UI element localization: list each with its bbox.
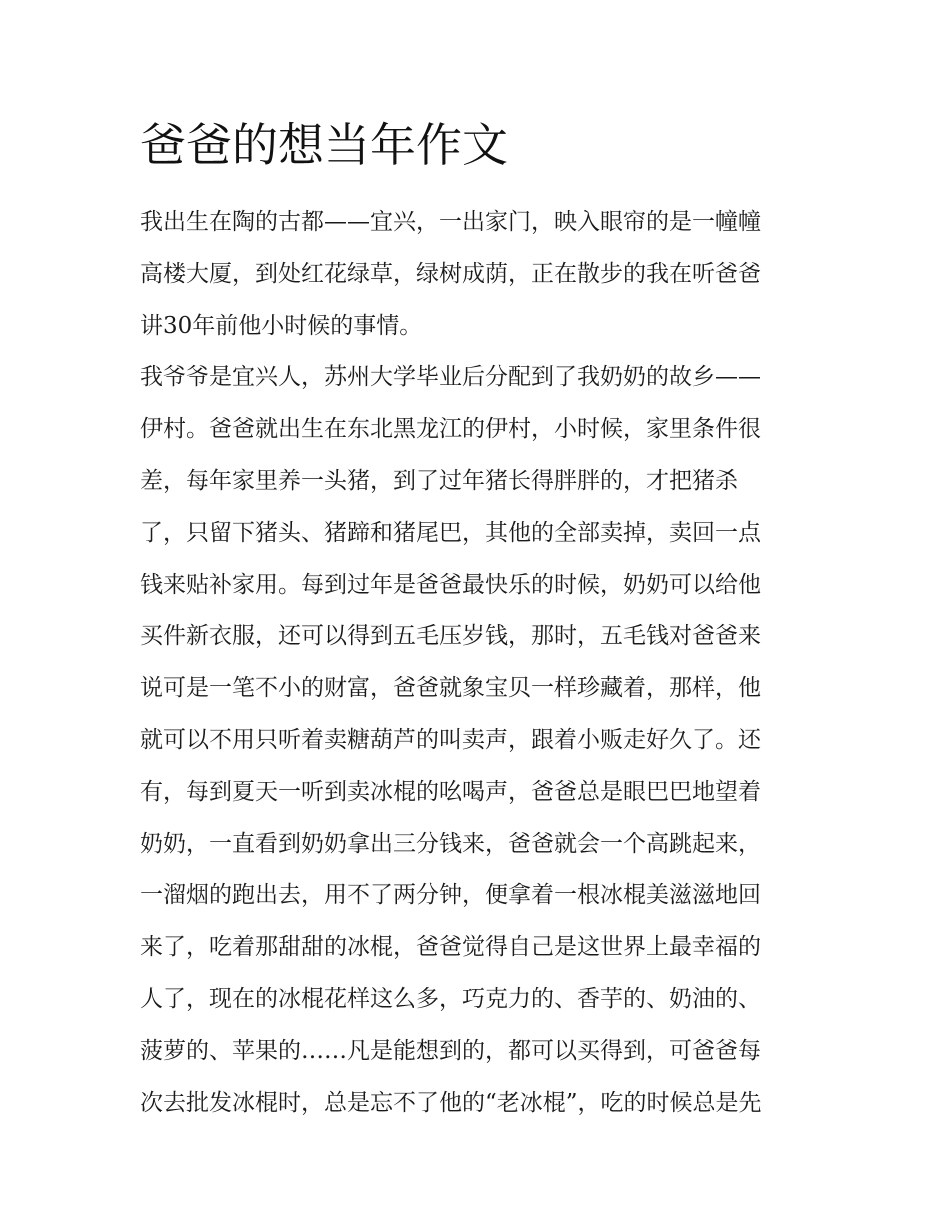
text-line: 有，每到夏天一听到卖冰棍的吆喝声，爸爸总是眼巴巴地望着 [140, 778, 761, 805]
document-title: 爸爸的想当年作文 [140, 118, 508, 172]
text-line: 我出生在陶的古都——宜兴，一出家门，映入眼帘的是一幢幢 [140, 209, 761, 235]
text-line: 一溜烟的跑出去，用不了两分钟，便拿着一根冰棍美滋滋地回 [140, 882, 761, 909]
text-line: 高楼大厦，到处红花绿草，绿树成荫，正在散步的我在听爸爸 [140, 260, 761, 287]
text-line: 菠萝的、苹果的……凡是能想到的，都可以买得到，可爸爸每 [140, 1037, 761, 1064]
text-line: 了，只留下猪头、猪蹄和猪尾巴，其他的全部卖掉，卖回一点 [140, 519, 761, 546]
text-line: 我爷爷是宜兴人，苏州大学毕业后分配到了我奶奶的故乡—— [140, 364, 761, 391]
text-line: 伊村。爸爸就出生在东北黑龙江的伊村，小时候，家里条件很 [140, 416, 761, 443]
text-line: 奶奶，一直看到奶奶拿出三分钱来，爸爸就会一个高跳起来， [140, 830, 761, 857]
text-line: 买件新衣服，还可以得到五毛压岁钱，那时，五毛钱对爸爸来 [140, 623, 761, 650]
text-line: 说可是一笔不小的财富，爸爸就象宝贝一样珍藏着，那样，他 [140, 675, 761, 702]
text-line: 次去批发冰棍时，总是忘不了他的“老冰棍”，吃的时候总是先 [140, 1089, 762, 1116]
document-body [140, 197, 820, 1129]
text-line: 来了，吃着那甜甜的冰棍，爸爸觉得自己是这世界上最幸福的 [140, 934, 761, 961]
text-line: 就可以不用只听着卖糖葫芦的叫卖声，跟着小贩走好久了。还 [140, 726, 761, 753]
text-line: 钱来贴补家用。每到过年是爸爸最快乐的时候，奶奶可以给他 [140, 571, 761, 598]
text-line: 讲30年前他小时候的事情。 [140, 312, 423, 339]
text-line: 差，每年家里养一头猪，到了过年猪长得胖胖的，才把猪杀 [140, 467, 738, 494]
text-line: 人了，现在的冰棍花样这么多，巧克力的、香芋的、奶油的、 [140, 985, 761, 1012]
